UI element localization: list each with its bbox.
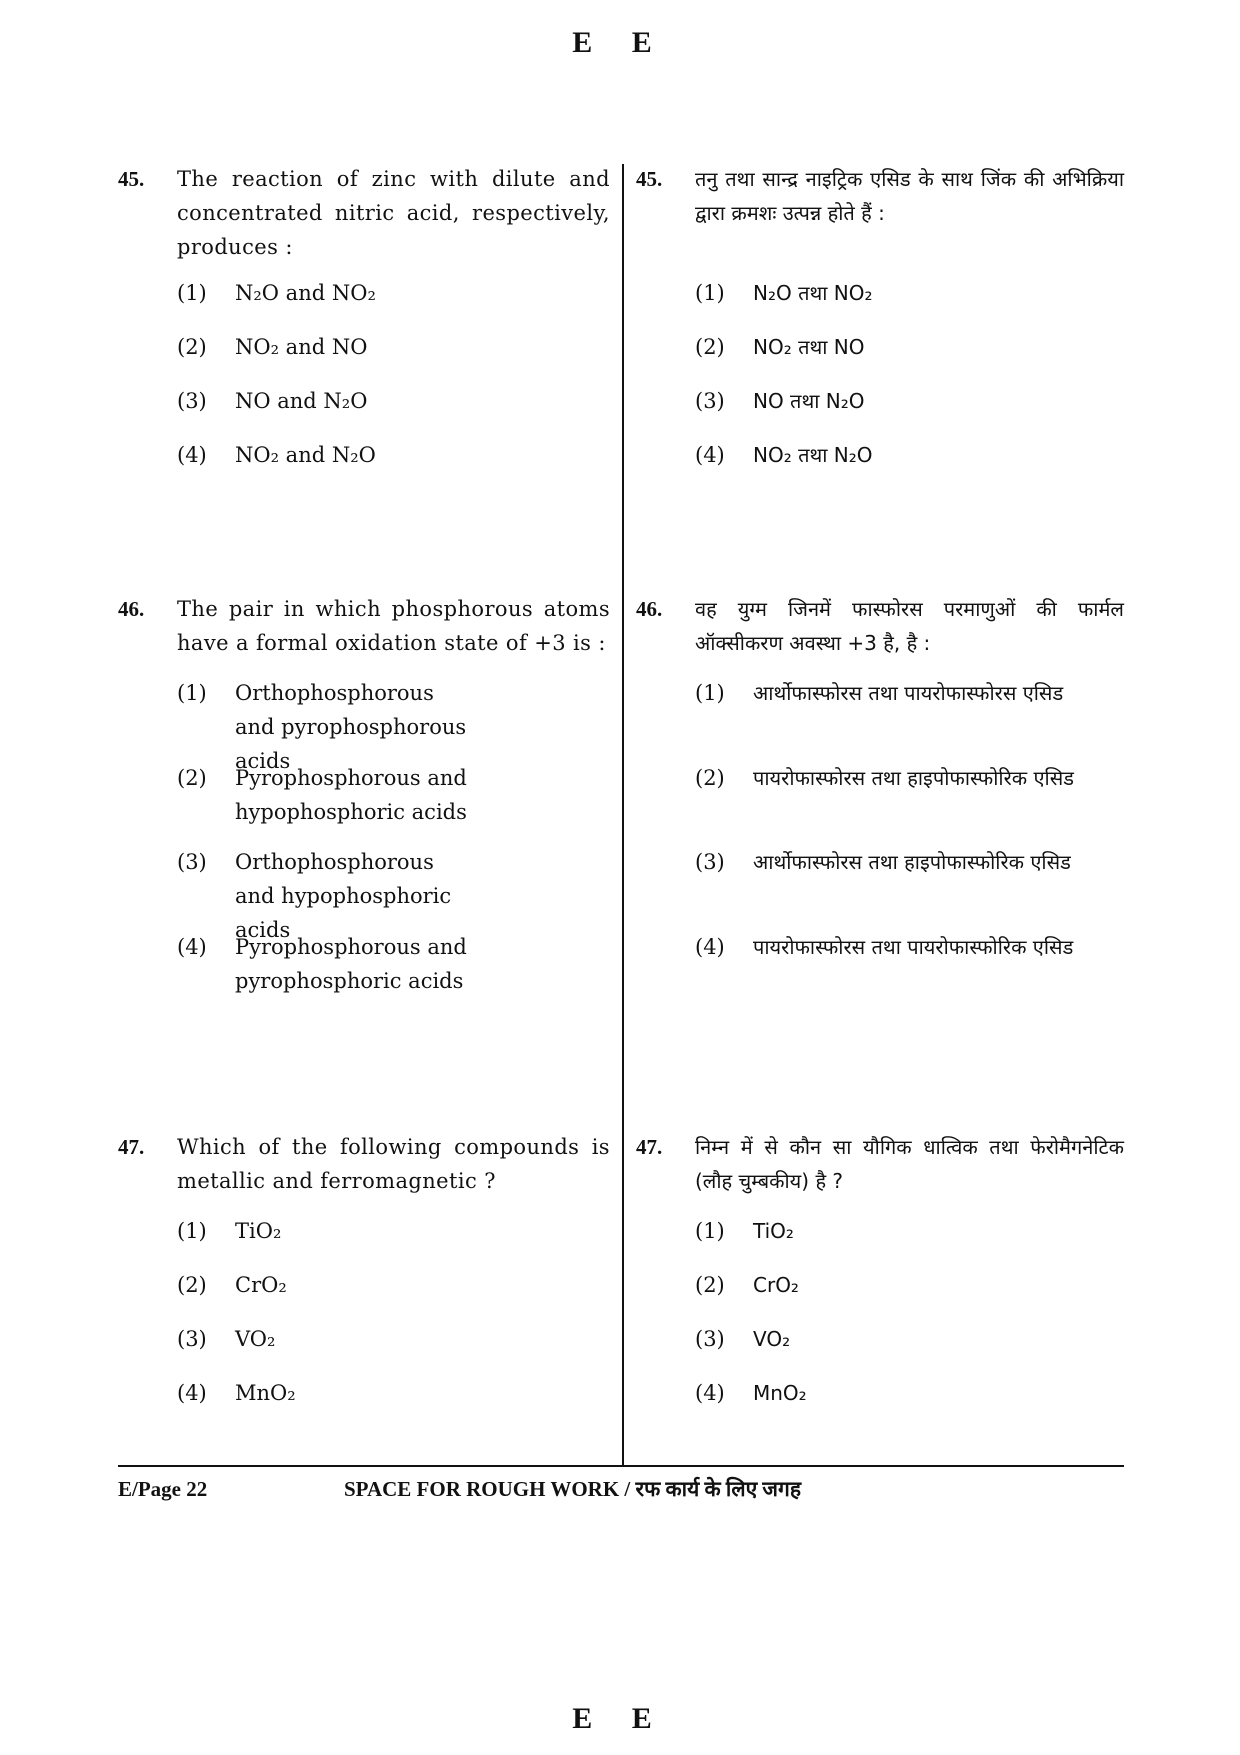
question-45-en xyxy=(118,162,610,467)
option-text: CrO₂ xyxy=(753,1273,799,1297)
option-text: TiO₂ xyxy=(235,1219,282,1243)
question-text: वह युग्म जिनमें फास्फोरस परमाणुओं की फार्मल ऑक्सीकरण अवस्था +3 है, है : xyxy=(695,597,1124,655)
question-number: 46. xyxy=(636,597,663,621)
option-number: (1) xyxy=(695,281,725,305)
option-text: MnO₂ xyxy=(753,1381,807,1405)
option-3 xyxy=(695,1322,1124,1356)
question-number: 47. xyxy=(636,1135,663,1159)
option-text: NO₂ and NO xyxy=(235,335,368,359)
option-1 xyxy=(695,676,1124,710)
option-text: पायरोफास्फोरस तथा हाइपोफास्फोरिक एसिड xyxy=(753,766,1074,790)
option-1 xyxy=(695,276,1124,310)
option-number: (2) xyxy=(695,335,725,359)
question-number: 45. xyxy=(118,167,145,191)
page-number: E/Page 22 xyxy=(118,1477,208,1501)
option-number: (3) xyxy=(695,389,725,413)
option-number: (1) xyxy=(177,281,207,305)
question-47-hi xyxy=(636,1130,1124,1405)
option-text: MnO₂ xyxy=(235,1381,296,1405)
option-text: VO₂ xyxy=(753,1327,791,1351)
option-text: CrO₂ xyxy=(235,1273,287,1297)
question-47-en xyxy=(118,1130,610,1405)
option-3 xyxy=(695,384,1124,418)
question-number: 47. xyxy=(118,1135,145,1159)
option-4 xyxy=(695,930,1124,964)
option-text: NO and N₂O xyxy=(235,389,368,413)
question-text: Which of the following compounds is metallic and ferromagnetic ? xyxy=(177,1135,610,1193)
option-number: (3) xyxy=(695,850,725,874)
footer-rule xyxy=(118,1465,1124,1467)
option-text: NO₂ तथा NO xyxy=(753,335,865,359)
option-text: N₂O तथा NO₂ xyxy=(753,281,873,305)
option-2 xyxy=(695,330,1124,364)
option-1 xyxy=(177,276,610,310)
option-2 xyxy=(695,1268,1124,1302)
option-4 xyxy=(177,1376,610,1410)
option-number: (3) xyxy=(177,389,207,413)
option-number: (4) xyxy=(695,1381,725,1405)
option-number: (1) xyxy=(177,681,207,705)
question-46-en xyxy=(118,592,610,993)
option-4 xyxy=(177,930,610,998)
option-number: (4) xyxy=(695,443,725,467)
option-number: (4) xyxy=(177,443,207,467)
rough-work-label: SPACE FOR ROUGH WORK / रफ कार्य के लिए जगह xyxy=(344,1477,801,1501)
option-2 xyxy=(695,761,1124,795)
question-text: The reaction of zinc with dilute and concentrated nitric acid, respectively, produces : xyxy=(177,167,610,259)
option-text: Pyrophosphorous and pyrophosphoric acids xyxy=(235,935,467,993)
option-number: (3) xyxy=(695,1327,725,1351)
option-text: Pyrophosphorous and hypophosphoric acids xyxy=(235,766,467,824)
option-number: (1) xyxy=(695,1219,725,1243)
option-number: (2) xyxy=(177,766,207,790)
option-text: आर्थोफास्फोरस तथा हाइपोफास्फोरिक एसिड xyxy=(753,850,1071,874)
question-text: निम्न में से कौन सा यौगिक धात्विक तथा फेरोमैगनेटिक (लौह चुम्बकीय) है ? xyxy=(695,1135,1124,1193)
question-text: तनु तथा सान्द्र नाइट्रिक एसिड के साथ जिंक की अभिक्रिया द्वारा क्रमशः उत्पन्न होते हैं : xyxy=(695,167,1124,225)
option-number: (3) xyxy=(177,850,207,874)
question-text: The pair in which phosphorous atoms have a formal oxidation state of +3 is : xyxy=(177,597,610,655)
option-1 xyxy=(177,1214,610,1248)
option-number: (2) xyxy=(695,1273,725,1297)
column-divider xyxy=(622,164,624,1466)
option-text: NO तथा N₂O xyxy=(753,389,865,413)
option-number: (3) xyxy=(177,1327,207,1351)
question-45-hi xyxy=(636,162,1124,467)
option-2 xyxy=(177,330,610,364)
option-number: (4) xyxy=(177,1381,207,1405)
option-number: (4) xyxy=(177,935,207,959)
option-number: (2) xyxy=(695,766,725,790)
option-4 xyxy=(695,438,1124,472)
option-3 xyxy=(177,384,610,418)
option-text: TiO₂ xyxy=(753,1219,794,1243)
question-46-hi xyxy=(636,592,1124,959)
option-text: पायरोफास्फोरस तथा पायरोफास्फोरिक एसिड xyxy=(753,935,1074,959)
option-number: (2) xyxy=(177,335,207,359)
option-4 xyxy=(177,438,610,472)
option-2 xyxy=(177,1268,610,1302)
option-text: NO₂ and N₂O xyxy=(235,443,376,467)
option-text: Orthophosphorous and pyrophosphorous acids xyxy=(235,681,467,773)
option-number: (2) xyxy=(177,1273,207,1297)
option-text: NO₂ तथा N₂O xyxy=(753,443,873,467)
option-3 xyxy=(177,1322,610,1356)
option-2 xyxy=(177,761,610,829)
option-text: आर्थोफास्फोरस तथा पायरोफास्फोरस एसिड xyxy=(753,681,1064,705)
option-1 xyxy=(695,1214,1124,1248)
question-number: 46. xyxy=(118,597,145,621)
question-number: 45. xyxy=(636,167,663,191)
option-text: N₂O and NO₂ xyxy=(235,281,376,305)
option-3 xyxy=(695,845,1124,879)
paper-code-header: E E xyxy=(572,26,668,59)
option-number: (1) xyxy=(177,1219,207,1243)
option-number: (4) xyxy=(695,935,725,959)
option-4 xyxy=(695,1376,1124,1410)
option-text: Orthophosphorous and hypophosphoric acids xyxy=(235,850,452,942)
option-number: (1) xyxy=(695,681,725,705)
option-text: VO₂ xyxy=(235,1327,276,1351)
paper-code-footer: E E xyxy=(572,1702,668,1735)
